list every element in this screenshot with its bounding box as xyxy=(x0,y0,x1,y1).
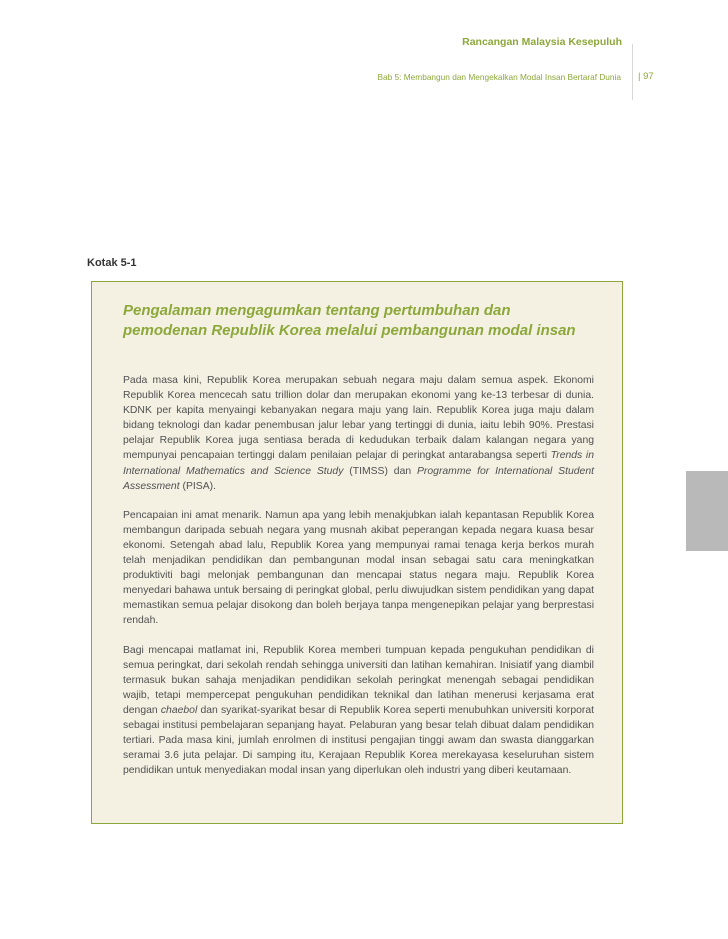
paragraph-3 xyxy=(123,643,594,779)
pisa-name: Programme for International Student Assessment xyxy=(123,465,594,492)
chapter-thumb-tab xyxy=(686,471,728,551)
paragraph-3-text-a: Bagi mencapai matlamat ini, Republik Korea memberi tumpuan kepada pengukuhan pendidikan di semua peringkat, dari sekolah rendah sehingga universiti dan latihan kemahiran. Inisiatif yang diambil termasuk bukan sahaja menjadikan pendidikan sekolah peringkat menengah sebagai pendidikan wajib, tetapi mempercepat pengukuhan pendidikan teknikal dan latihan menerusi kerjasama erat dengan xyxy=(123,644,594,716)
timss-name: Trends in International Mathematics and Science Study xyxy=(123,450,594,477)
chaebol-term: chaebol xyxy=(160,704,198,716)
paragraph-1-text-c: (PISA). xyxy=(179,480,216,492)
running-header-subtitle: Bab 5: Membangun dan Mengekalkan Modal Insan Bertaraf Dunia xyxy=(377,72,621,82)
paragraph-1-text-b: (TIMSS) dan xyxy=(343,465,417,477)
paragraph-2: Pencapaian ini amat menarik. Namun apa yang lebih menakjubkan ialah kepantasan Republik Korea membangun daripada sebuah negara yang musnah akibat peperangan kepada negara kuasa besar ekonomi. Setengah abad lalu, Republik Korea yang mempunyai ramai tenaga kerja berkos murah telah menjadikan pendidikan dan pembangunan modal insan sebagai satu cara meningkatkan produktiviti bagi melonjak pembangunan dan mencapai status negara maju. Republik Korea menyedari bahawa untuk bersaing di peringkat global, perlu diwujudkan sistem pendidikan yang dapat memastikan semua pelajar disokong dan boleh berjaya tanpa mengenepikan pelajar yang berprestasi rendah. xyxy=(123,509,594,627)
paragraph-3-text-b: dan syarikat-syarikat besar di Republik Korea seperti menubuhkan universiti korporat sebagai institusi pembelajaran sepanjang hayat. Pelaburan yang besar telah dibuat dalam pendidikan tertiari. Pada masa kini, jumlah enrolmen di institusi pengajian tinggi awam dan swasta dianggarkan seramai 3.6 juta pelajar. Di samping itu, Kerajaan Republik Korea merekayasa keseluruhan sistem pendidikan untuk menyediakan modal insan yang diperlukan oleh industri yang diberi keutamaan. xyxy=(123,704,595,777)
paragraph-1 xyxy=(123,373,594,494)
box-title: Pengalaman mengagumkan tentang pertumbuhan dan pemodenan Republik Korea melalui pembangunan modal insan xyxy=(123,302,576,339)
header-divider xyxy=(632,44,633,100)
box-label: Kotak 5-1 xyxy=(87,257,137,269)
paragraph-1-text-a: Pada masa kini, Republik Korea merupakan sebuah negara maju dalam semua aspek. Ekonomi Republik Korea mencecah satu trillion dolar dan merupakan ekonomi yang ke-13 terbesar di dunia. KDNK per kapita menyaingi kebanyakan negara maju yang lain. Republik Korea juga maju dalam bidang teknologi dan kadar penembusan jalur lebar yang tertinggi di dunia, iaitu lebih 90%. Prestasi pelajar Republik Korea juga sentiasa berada di kedudukan terbaik dalam kalangan negara yang mempunyai pencapaian tertinggi dalam penilaian pelajar di peringkat antarabangsa seperti xyxy=(123,375,594,462)
page-number: | 97 xyxy=(638,71,654,82)
box-body xyxy=(123,373,594,778)
running-header-title: Rancangan Malaysia Kesepuluh xyxy=(462,36,622,48)
